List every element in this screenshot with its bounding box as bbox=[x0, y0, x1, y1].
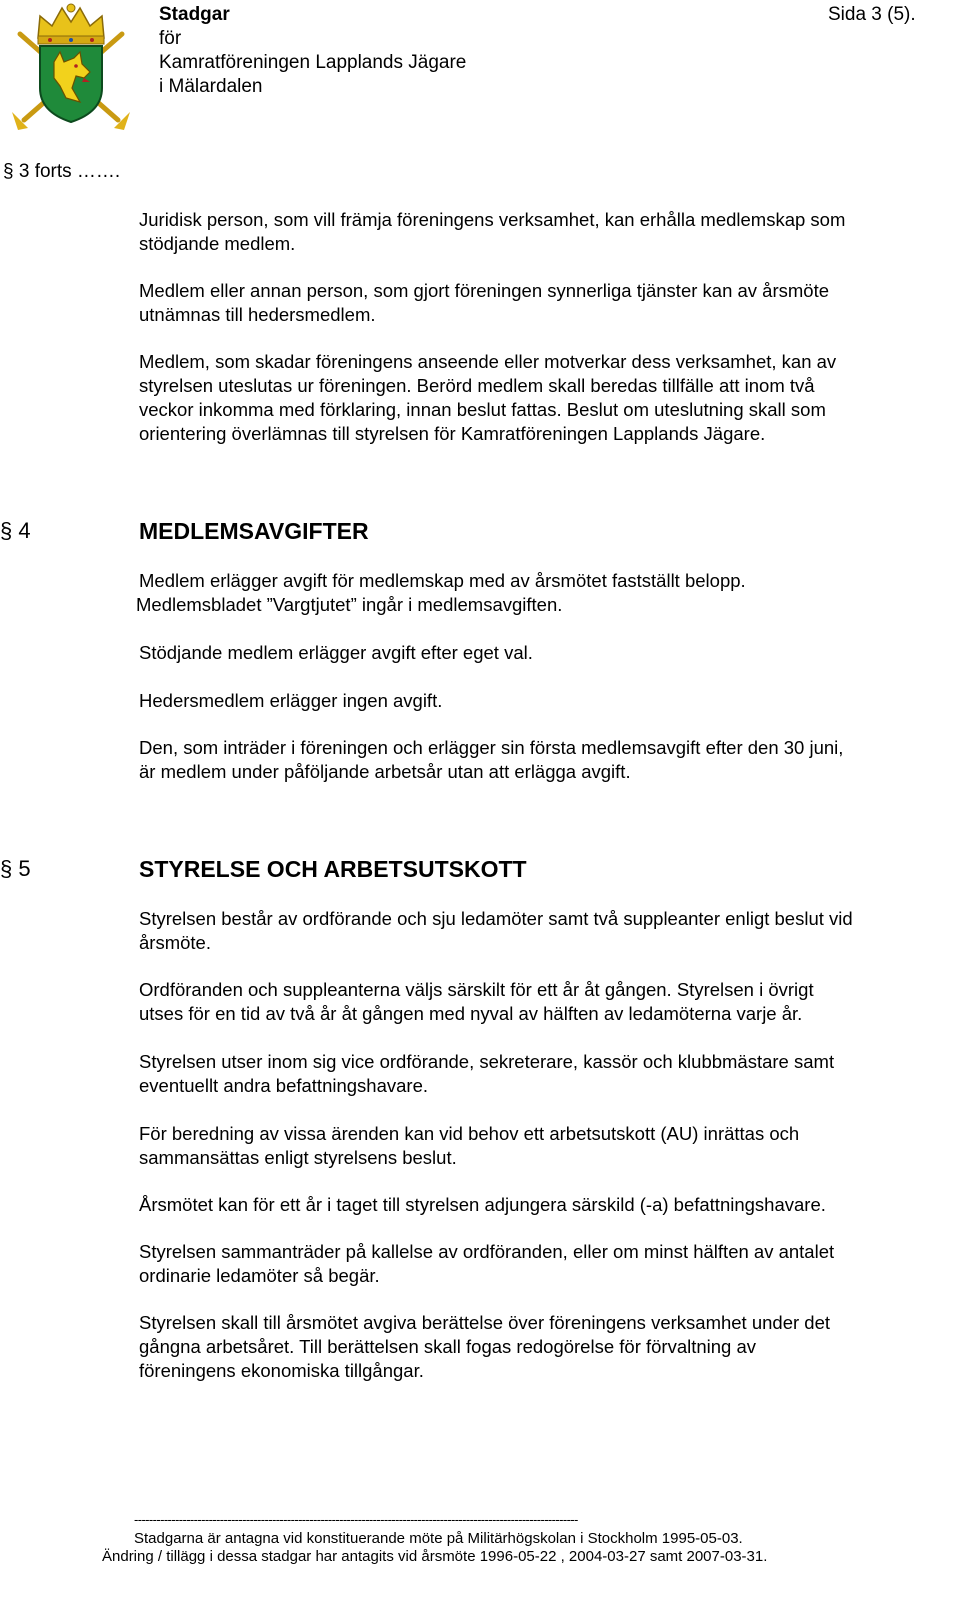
footer-amendment-note: Ändring / tillägg i dessa stadgar har antagits vid årsmöte 1996-05-22 , 2004-03-27 samt 2007-03-31. bbox=[102, 1548, 768, 1565]
text-line: sammansättas enligt styrelsens beslut. bbox=[139, 1147, 457, 1168]
text-line: årsmöte. bbox=[139, 932, 211, 953]
text-line: orientering överlämnas till styrelsen för Kamratföreningen Lapplands Jägare. bbox=[139, 423, 766, 444]
document-title: Stadgar bbox=[159, 4, 230, 25]
footer-rule: ----------------------------------------------------------------------------------------------------------------------- bbox=[134, 1512, 578, 1527]
text-line: Hedersmedlem erlägger ingen avgift. bbox=[139, 690, 443, 711]
text-line: ordinarie ledamöter så begär. bbox=[139, 1265, 380, 1286]
text-line: eventuellt andra befattningshavare. bbox=[139, 1075, 429, 1096]
section-5-paragraph-1 bbox=[139, 907, 853, 955]
text-line: Årsmötet kan för ett år i taget till styrelsen adjungera särskild (-a) befattningshavare. bbox=[139, 1194, 826, 1215]
text-line: Juridisk person, som vill främja föreningens verksamhet, kan erhålla medlemskap som bbox=[139, 209, 846, 230]
section-5-paragraph-6 bbox=[139, 1240, 834, 1288]
text-line: Den, som inträder i föreningen och erlägger sin första medlemsavgift efter den 30 juni, bbox=[139, 737, 844, 758]
page-number: Sida 3 (5). bbox=[828, 4, 916, 25]
text-line: För beredning av vissa ärenden kan vid behov ett arbetsutskott (AU) inrättas och bbox=[139, 1123, 800, 1144]
text-line: Medlem, som skadar föreningens anseende eller motverkar dess verksamhet, kan av bbox=[139, 351, 837, 372]
section-4-number: § 4 bbox=[0, 518, 31, 543]
section-3-heading: § 3 forts ……. bbox=[3, 161, 121, 182]
organization-name: Kamratföreningen Lapplands Jägare bbox=[159, 52, 467, 73]
text-line: Ordföranden och suppleanterna väljs särskilt för ett år åt gången. Styrelsen i övrigt bbox=[139, 979, 814, 1000]
text-line: Medlem erlägger avgift för medlemskap med av årsmötet fastställt belopp. bbox=[139, 570, 746, 591]
section-4-title: MEDLEMSAVGIFTER bbox=[139, 518, 369, 544]
section-3-paragraph-2 bbox=[139, 279, 829, 327]
section-4-paragraph-2 bbox=[139, 641, 533, 665]
section-4-paragraph-3 bbox=[139, 689, 442, 713]
document-title-for: för bbox=[159, 28, 182, 49]
text-line: styrelsen uteslutas ur föreningen. Berörd medlem skall beredas tillfälle att inom två bbox=[139, 375, 815, 396]
text-line: veckor inkomma med förklaring, innan beslut fattas. Beslut om uteslutning skall som bbox=[139, 399, 826, 420]
section-3-paragraph-3 bbox=[139, 350, 836, 446]
text-line: Stödjande medlem erlägger avgift efter eget val. bbox=[139, 642, 533, 663]
text-line: Medlemsbladet ”Vargtjutet” ingår i medlemsavgiften. bbox=[136, 594, 563, 615]
section-5-paragraph-4 bbox=[139, 1122, 799, 1170]
text-line: Styrelsen utser inom sig vice ordförande, sekreterare, kassör och klubbmästare samt bbox=[139, 1051, 835, 1072]
section-5-number: § 5 bbox=[0, 856, 31, 881]
section-5-title: STYRELSE OCH ARBETSUTSKOTT bbox=[139, 856, 527, 882]
text-line: Styrelsen skall till årsmötet avgiva berättelse över föreningens verksamhet under det bbox=[139, 1312, 831, 1333]
text-line: utnämnas till hedersmedlem. bbox=[139, 304, 376, 325]
text-line: Styrelsen sammanträder på kallelse av ordföranden, eller om minst hälften av antalet bbox=[139, 1241, 835, 1262]
section-4-paragraph-4 bbox=[139, 736, 843, 784]
text-line: utses för en tid av två år åt gången med nyval av hälften av ledamöterna varje år. bbox=[139, 1003, 803, 1024]
section-3-paragraph-1 bbox=[139, 208, 845, 256]
text-line: är medlem under påföljande arbetsår utan att erlägga avgift. bbox=[139, 761, 631, 782]
text-line: gångna arbetsåret. Till berättelsen skall fogas redogörelse för förvaltning av bbox=[139, 1336, 757, 1357]
section-4-paragraph-1 bbox=[136, 569, 746, 617]
section-5-paragraph-2 bbox=[139, 978, 814, 1026]
section-5-paragraph-3 bbox=[139, 1050, 834, 1098]
section-5-paragraph-7 bbox=[139, 1311, 830, 1383]
footer-adoption-note: Stadgarna är antagna vid konstituerande möte på Militärhögskolan i Stockholm 1995-05-03. bbox=[134, 1530, 743, 1547]
text-line: Medlem eller annan person, som gjort föreningen synnerliga tjänster kan av årsmöte bbox=[139, 280, 830, 301]
section-5-paragraph-5 bbox=[139, 1193, 826, 1217]
text-line: föreningens ekonomiska tillgångar. bbox=[139, 1360, 424, 1381]
coat-of-arms-logo bbox=[10, 2, 132, 132]
organization-location: i Mälardalen bbox=[159, 76, 263, 97]
text-line: Styrelsen består av ordförande och sju ledamöter samt två suppleanter enligt beslut vid bbox=[139, 908, 853, 929]
text-line: stödjande medlem. bbox=[139, 233, 296, 254]
